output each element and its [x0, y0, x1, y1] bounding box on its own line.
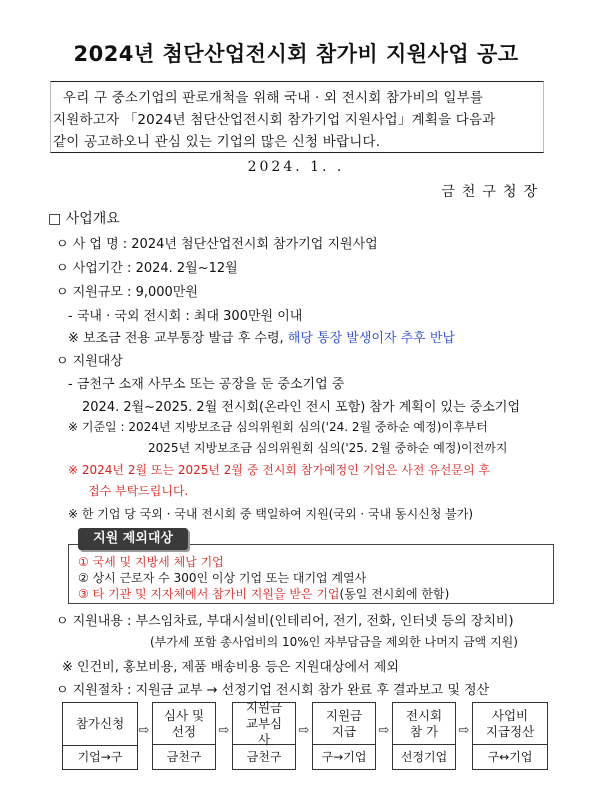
intro-line-3: 같이 공고하오니 관심 있는 기업의 많은 신청 바랍니다.	[53, 134, 381, 150]
flow-step-settlement	[472, 702, 548, 770]
flow-step-grant-review	[232, 699, 296, 770]
flow-step-title: 사업비 지급정산	[473, 703, 547, 745]
red-notice-line-2: 접수 부탁드립니다.	[88, 484, 189, 498]
section-heading: □ 사업개요	[48, 211, 120, 227]
target-detail-2: 2024. 2월~2025. 2월 전시회(온라인 전시 포함) 참가 계획이 있는 중소기업	[82, 400, 521, 415]
intro-line-1: 우리 구 중소기업의 판로개척을 위해 국내 · 외 전시회 참가비의 일부를	[63, 90, 484, 106]
item-name: ㅇ 사 업 명 : 2024년 첨단산업전시회 참가기업 지원사업	[56, 237, 378, 252]
exclusion-item-3-main: ③ 타 기관 및 지자체에서 참가비 지원을 받은 기업	[78, 587, 340, 601]
flow-arrow-icon: ⇨	[378, 723, 390, 738]
announcement-date: 2024. 1. .	[247, 159, 345, 175]
support-content-2: (부가세 포함 총사업비의 10%인 자부담금을 제외한 나머지 금액 지원)	[150, 635, 518, 649]
flow-step-title: 전시회 참 가	[393, 703, 455, 745]
flow-arrow-icon: ⇨	[458, 723, 470, 738]
note-subsidy-account	[68, 327, 455, 346]
note-interest-return: 해당 통장 발생이자 추후 반납	[287, 331, 455, 346]
flow-step-actor: 금천구	[166, 750, 202, 764]
flow-step-actor: 선정기업	[400, 750, 448, 764]
target-detail-1: - 금천구 소재 사무소 또는 공장을 둔 중소기업 중	[68, 377, 345, 392]
page-title: 2024년 첨단산업전시회 참가비 지원사업 공고	[73, 42, 519, 66]
item-period: ㅇ 사업기간 : 2024. 2월~12월	[56, 261, 238, 276]
intro-line-2: 지원하고자 「2024년 첨단산업전시회 참가기업 지원사업」계획을 다음과	[53, 112, 496, 128]
red-notice-line-1: ※ 2024년 2월 또는 2025년 2월 중 전시회 참가예정인 기업은 사전 유선문의 후	[68, 463, 490, 477]
one-exhibition-note: ※ 한 기업 당 국외 · 국내 전시회 중 택일하여 지원(국외 · 국내 동시신청 불가)	[68, 507, 474, 521]
flow-step-actor: 구↔기업	[487, 750, 533, 764]
flow-step-actor: 기업→구	[77, 750, 123, 764]
flow-step-actor: 금천구	[246, 750, 282, 764]
exclusion-item-3-note: (동일 전시회에 한함)	[339, 587, 450, 601]
support-exclude-note: ※ 인건비, 홍보비용, 제품 배송비용 등은 지원대상에서 제외	[62, 660, 399, 675]
criteria-line-1: ※ 기준일 : 2024년 지방보조금 심의위원회 심의('24. 2월 중하순 예정)이후부터	[68, 420, 488, 434]
flow-step-title: 참가신청	[63, 703, 137, 746]
flow-arrow-icon: ⇨	[218, 723, 230, 738]
flow-step-review	[152, 702, 216, 770]
flow-step-title: 지원금 지급	[313, 703, 375, 745]
item-scale: ㅇ 지원규모 : 9,000만원	[56, 285, 198, 300]
intro-box	[50, 81, 544, 153]
flow-step-actor: 구→기업	[321, 750, 367, 764]
exclusion-item-1: ① 국세 및 지방세 체납 기업	[78, 555, 224, 569]
issuer: 금천구청장	[441, 184, 544, 200]
exclusion-item-2: ② 상시 근로자 수 300인 이상 기업 또는 대기업 계열사	[78, 571, 367, 585]
support-procedure: ㅇ 지원절차 : 지원금 교부 → 선정기업 전시회 참가 완료 후 결과보고 및 정산	[56, 683, 490, 698]
item-scale-detail: - 국내 · 국외 전시회 : 최대 300만원 이내	[68, 309, 303, 324]
criteria-line-2: 2025년 지방보조금 심의위원회 심의('25. 2월 중하순 예정)이전까지	[148, 441, 508, 455]
support-content: ㅇ 지원내용 : 부스임차료, 부대시설비(인테리어, 전기, 전화, 인터넷 등의 장치비)	[56, 614, 514, 629]
flow-step-title: 지원금 교부심사	[233, 703, 295, 745]
note-subsidy-account-text: ※ 보조금 전용 교부통장 발급 후 수령,	[68, 331, 288, 346]
flow-arrow-icon: ⇨	[138, 723, 150, 738]
flow-step-apply	[62, 702, 138, 770]
flow-step-exhibit	[392, 702, 456, 770]
item-target: ㅇ 지원대상	[56, 354, 123, 369]
flow-step-title: 심사 및 선정	[153, 703, 215, 745]
flow-arrow-icon: ⇨	[298, 723, 310, 738]
exclusion-header: 지원 제외대상	[78, 528, 188, 550]
flow-step-payment	[312, 702, 376, 770]
exclusion-item-3	[78, 585, 449, 602]
